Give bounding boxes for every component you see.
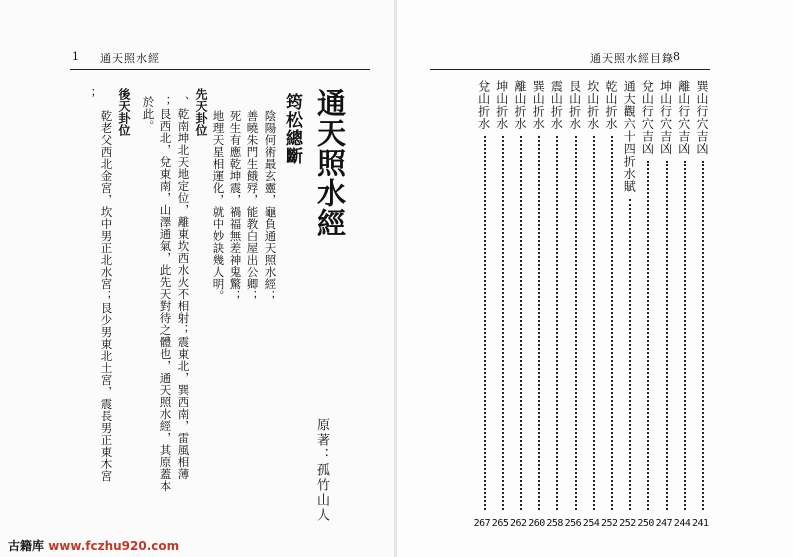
toc-entry-title: 巽山行穴吉凶 bbox=[695, 80, 709, 155]
verse-line-4: 地理天星相運化，就中妙訣幾人明。 bbox=[211, 110, 226, 302]
toc-page-number: 256 bbox=[564, 518, 582, 529]
toc-leader-dots bbox=[502, 136, 504, 510]
toc-page-number: 254 bbox=[582, 518, 600, 529]
toc-leader-dots bbox=[556, 136, 558, 510]
toc-page-number: 244 bbox=[673, 518, 691, 529]
toc-page-number: 262 bbox=[510, 518, 527, 529]
left-header-rule bbox=[70, 69, 370, 70]
toc-page-number: 267 bbox=[473, 518, 491, 529]
toc-leader-dots bbox=[702, 161, 704, 510]
section-heading-houtian: 後天卦位 bbox=[117, 88, 131, 136]
toc-leader-dots bbox=[593, 136, 595, 510]
toc-leader-dots bbox=[666, 161, 668, 510]
toc-entry-title: 坤山折水 bbox=[494, 80, 509, 130]
houtian-mark: ； bbox=[83, 88, 98, 100]
author-line: 原著：孤竹山人 bbox=[314, 418, 329, 523]
verse-line-2: 善曉朱門生餓殍，能教白屋出公卿； bbox=[245, 110, 260, 302]
toc-leader-dots bbox=[538, 136, 540, 510]
toc-entry-title: 坎山折水 bbox=[585, 80, 600, 130]
right-page-number: 8 bbox=[673, 50, 681, 63]
toc-entry-title: 通大觀六十四折水賦 bbox=[622, 80, 637, 193]
toc-leader-dots bbox=[520, 136, 522, 510]
left-page-number: 1 bbox=[72, 50, 80, 63]
toc-leader-dots bbox=[575, 136, 577, 510]
toc-entry-title: 巽山折水 bbox=[531, 80, 546, 130]
toc-leader-dots bbox=[629, 199, 631, 511]
toc-entry-title: 離山折水 bbox=[513, 80, 527, 130]
toc-entry-title: 坤山行穴吉凶 bbox=[658, 80, 673, 155]
verse-line-3: 死生有應乾坤震，禍福無差神鬼驚； bbox=[228, 110, 243, 302]
toc-page-number: 252 bbox=[619, 518, 636, 529]
toc-entry-title: 艮山折水 bbox=[567, 80, 582, 130]
footer-url: www.fczhu920.com bbox=[48, 539, 180, 553]
right-header-title: 通天照水經目錄 bbox=[590, 52, 674, 65]
toc-page-number: 247 bbox=[655, 518, 673, 529]
section-heading-xiantian: 先天卦位 bbox=[194, 88, 208, 136]
toc-entry-title: 離山行穴吉凶 bbox=[676, 80, 691, 155]
toc-leader-dots bbox=[684, 161, 686, 510]
toc-entry-title: 震山折水 bbox=[549, 80, 564, 130]
toc-leader-dots bbox=[647, 161, 649, 510]
left-header-title: 通天照水經 bbox=[100, 52, 160, 65]
xiantian-line-2: ；艮西北，兌東南，山澤通氣，此先天對待之體也，通天照水經，其原蓋本 bbox=[158, 96, 173, 492]
section-heading-zongduan: 筠松總斷 bbox=[282, 93, 302, 165]
xiantian-line-1: 、乾南坤北天地定位，離東坎西水火不相射；震東北，巽西南，雷風相薄 bbox=[176, 96, 191, 480]
toc-leader-dots bbox=[484, 136, 486, 510]
toc-entry-title: 乾山折水 bbox=[604, 80, 618, 130]
right-header-rule bbox=[430, 69, 710, 70]
left-page bbox=[0, 0, 396, 557]
toc-entry-title: 兌山折水 bbox=[476, 80, 491, 130]
verse-line-1: 陰陽何術最玄靈，龜負通天照水經； bbox=[263, 110, 278, 302]
toc-page-number: 250 bbox=[637, 518, 654, 529]
toc-page-number: 241 bbox=[692, 518, 709, 529]
toc-page-number: 252 bbox=[601, 518, 618, 529]
footer-watermark bbox=[8, 537, 179, 554]
houtian-line-1: 乾老父西北金宮，坎中男正北水宮；艮少男東北土宮，震長男正東木宮 bbox=[99, 110, 114, 482]
footer-site-name: 古籍库 bbox=[8, 539, 45, 553]
toc-page-number: 265 bbox=[491, 518, 509, 529]
xiantian-line-3: 於此。 bbox=[141, 96, 156, 132]
book-spine bbox=[394, 0, 397, 557]
toc-entry-title: 兌山行穴吉凶 bbox=[640, 80, 655, 155]
toc-leader-dots bbox=[611, 136, 613, 510]
toc-page-number: 260 bbox=[528, 518, 545, 529]
toc-page-number: 258 bbox=[546, 518, 563, 529]
book-title: 通天照水經 bbox=[313, 88, 347, 238]
